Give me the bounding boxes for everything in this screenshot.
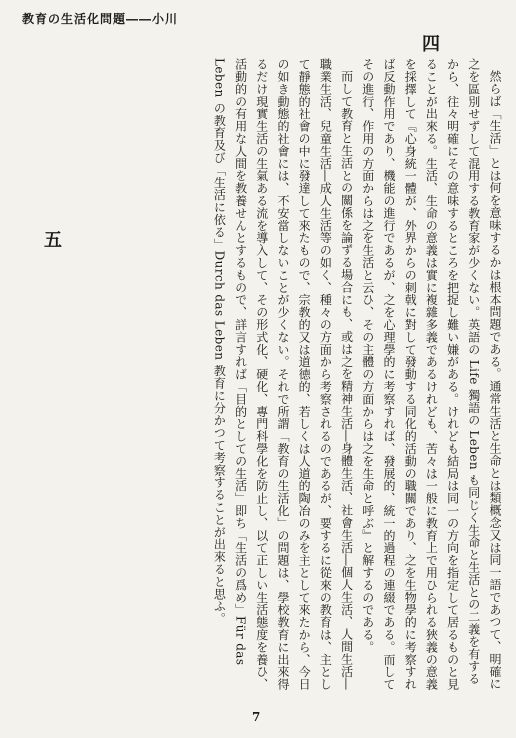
section-number-five: 五	[44, 230, 62, 251]
paragraph-2: 而して教育と生活との關係を論ずる場合にも、或は之を精神生活―身體生活、社會生活―個人生活、人間生活―職業生活、兒童生活―成人生活等の如く、種々の方面から考察されるのであるが、要するに從來の教育は、主として靜態的社會の中に發達して來たもので、宗教的又は道徳的、若しくは人道的陶冶のみを主として來たから、今日の如き動態的社會には、不安當しないことが少くない。それで所謂「教育の生活化」の問題は、學校教育に出來得るだけ現實生活の生氣ある流を導入して、その形式化、硬化、專門科學化を防止し、以て正しい生活態度を養ひ、活動的の有用な人間を教養せんとするもので、詳言すれば「目的としての生活」即ち「生活の爲め」Für das Leben の教育及び「生活に依る」Durch das Leben 教育に分かつて考察することが出來ると思ふ。	[212, 58, 354, 691]
page-number: 7	[252, 710, 261, 724]
body-text	[78, 58, 505, 694]
paragraph-1: 然らば「生活」とは何を意味するかは根本問題である。通常生活と生命とは類概念又は同一語であつて、明確に之を區別せずして混用する教育家が少くない。英語の Life 獨語の Leben も同じく生命と生活との二義を有するから、往々明確にその意味するところを把捉し難い嫌がある。けれども結局は同一の方向を指定して居るものと見ることが出來る。生活、生命の意義は實に複雜多義であるけれども、苦々は一般に教育上で用ひられる狹義の意義を採擇して『心身統一體が、外界からの刺戟に對して發動する同化的活動の職關であり、之を生物學的に考察すれば反動作用であり、機能の進行であるが、之を心理學的に考察すれば、發展的、統一的過程の連綴である。而してその進行、作用の方面からは之を生活と云ひ、その主體の方面からは之を生命と呼ぶ』と解するのである。	[360, 58, 502, 691]
running-head: 教育の生活化問題――小川	[22, 12, 179, 26]
section-number-four: 四	[422, 34, 440, 55]
